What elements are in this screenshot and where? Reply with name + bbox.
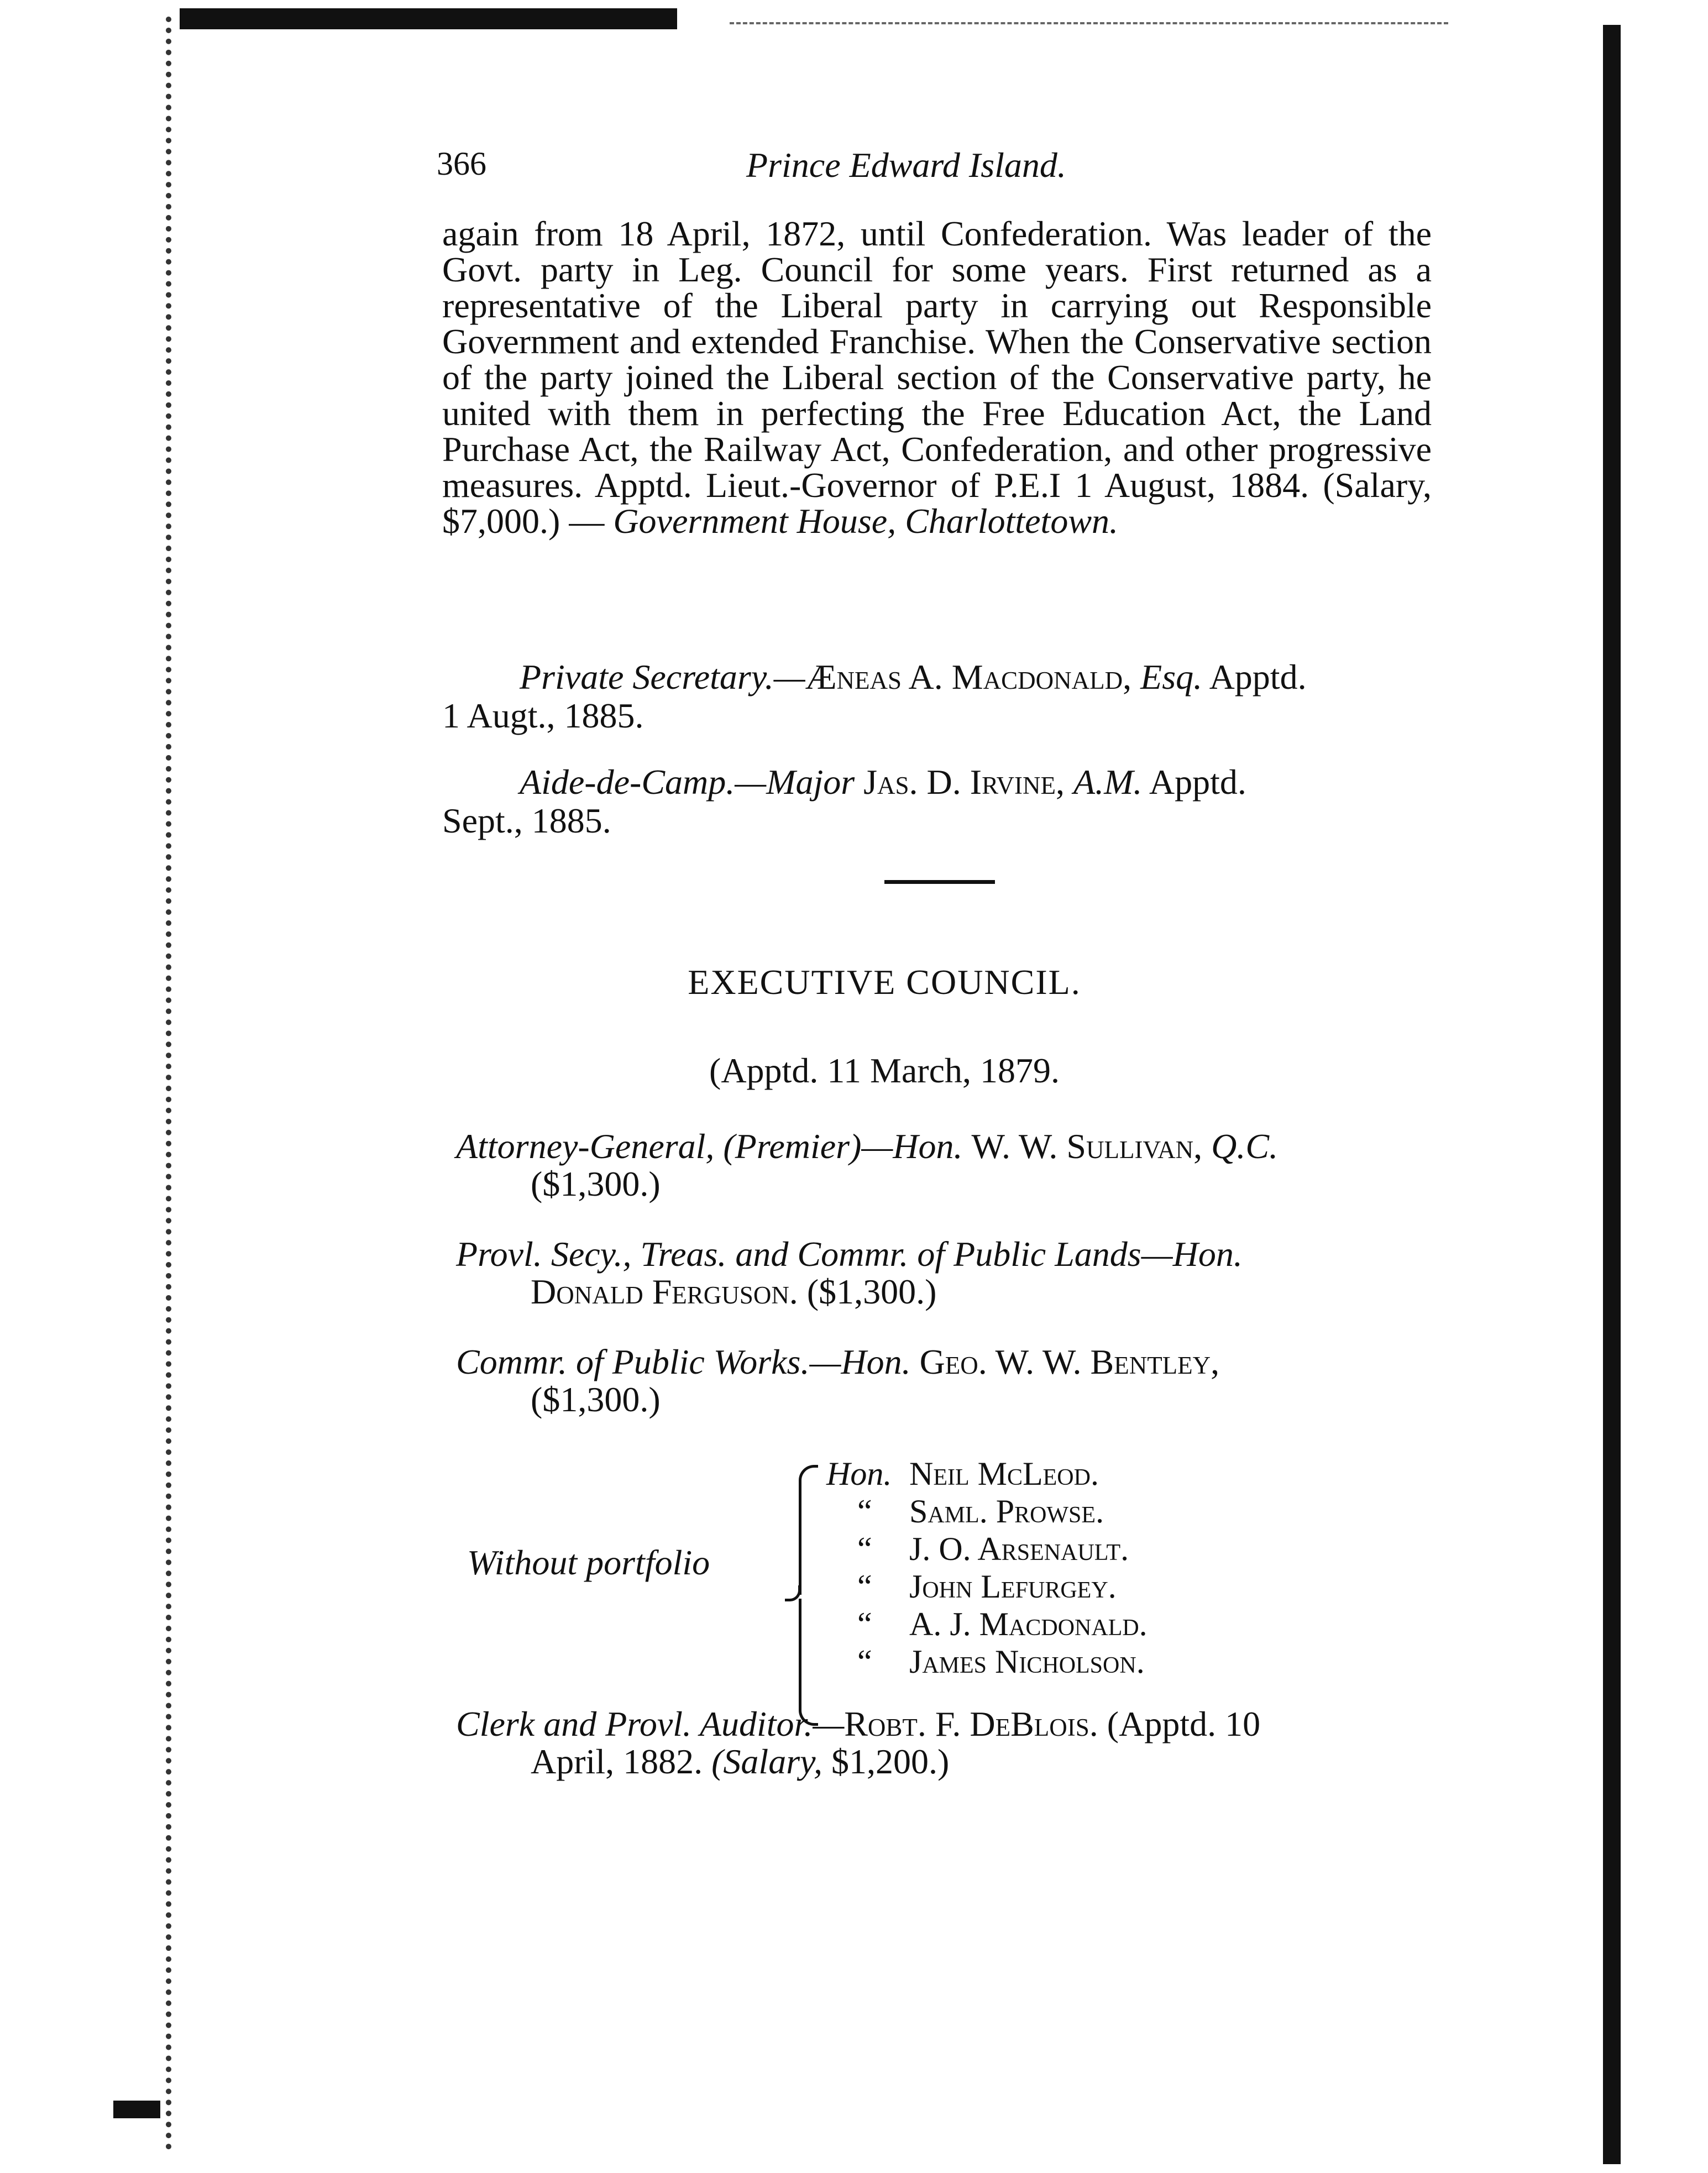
- office-salary: $1,200.): [831, 1742, 950, 1781]
- private-secretary-suffix: Esq.: [1140, 657, 1203, 697]
- office-holder-suffix: Q.C.: [1211, 1127, 1279, 1166]
- biography-text: again from 18 April, 1872, until Confederation. Was leader of the Govt. party in Leg. Council for some years. First returned as a representative of the Liberal party in carrying out Responsible Government and extended Franchise. When the Conservative section of the party joined the Liberal section of the Conservative party, he united with them in perfecting the Free Education Act, the Land Purchase Act, the Railway Act, Confederation, and other progressive measures. Apptd. Lieut.-Governor of P.E.I 1 August, 1884. (Salary, $7,000.) —: [442, 214, 1432, 541]
- aide-de-camp-role: Aide-de-Camp.—Major: [520, 762, 855, 802]
- aide-de-camp-name: Jas. D. Irvine,: [863, 762, 1065, 802]
- office-holder-name: W. W. Sullivan,: [971, 1127, 1203, 1166]
- biography-address: Government House, Charlottetown.: [613, 501, 1118, 541]
- office-holder-name: Geo. W. W. Bentley,: [919, 1342, 1220, 1381]
- without-portfolio-label: Without portfolio: [467, 1543, 710, 1582]
- list-item: [826, 1455, 1148, 1493]
- scan-artifact-top-dash: [730, 22, 1448, 24]
- ditto-mark: “: [857, 1606, 872, 1642]
- office-salary: ($1,300.): [531, 1380, 661, 1419]
- aide-de-camp-appt-prefix: Apptd.: [1149, 762, 1246, 802]
- office-role: Commr. of Public Works.—Hon.: [456, 1342, 911, 1381]
- office-holder-name: Robt. F. DeBlois.: [844, 1704, 1098, 1743]
- office-salary: ($1,300.): [806, 1272, 937, 1311]
- member-honorific: Hon.: [826, 1455, 892, 1492]
- list-item: [826, 1605, 1148, 1643]
- private-secretary-entry: [442, 658, 1432, 735]
- running-title: Prince Edward Island.: [746, 145, 1066, 185]
- list-item: [826, 1530, 1148, 1568]
- scan-artifact-left-edge: [166, 17, 188, 2150]
- list-item: [826, 1493, 1148, 1530]
- aide-de-camp-entry: [442, 763, 1432, 840]
- member-name: Saml. Prowse.: [909, 1493, 1104, 1530]
- ditto-mark: “: [857, 1493, 872, 1530]
- office-provincial-secretary: [456, 1235, 1451, 1311]
- ditto-mark: “: [857, 1531, 872, 1567]
- aide-de-camp-appt-date: Sept., 1885.: [442, 801, 611, 840]
- list-item: [826, 1568, 1148, 1605]
- office-salary: ($1,300.): [531, 1164, 661, 1203]
- section-divider: [884, 880, 995, 884]
- private-secretary-name: Æneas A. Macdonald,: [805, 657, 1132, 697]
- office-role: Provl. Secy., Treas. and Commr. of Public Lands—Hon.: [456, 1234, 1243, 1274]
- private-secretary-appt-date: 1 Augt., 1885.: [442, 696, 644, 735]
- office-salary-label: (Salary,: [711, 1742, 822, 1781]
- ditto-mark: “: [857, 1568, 872, 1605]
- office-appt-prefix: (Apptd. 10: [1107, 1704, 1261, 1743]
- office-public-works: [456, 1343, 1451, 1418]
- executive-council-date: (Apptd. 11 March, 1879.: [709, 1051, 1060, 1090]
- list-item: [826, 1643, 1148, 1680]
- member-name: Neil McLeod.: [909, 1455, 1099, 1492]
- page-header: [437, 145, 1155, 195]
- member-name: John Lefurgey.: [909, 1568, 1117, 1605]
- office-clerk: [456, 1705, 1451, 1781]
- office-holder-name: Donald Ferguson.: [531, 1272, 798, 1311]
- member-name: A. J. Macdonald.: [909, 1606, 1148, 1642]
- scan-artifact-bottom-bar: [113, 2101, 160, 2118]
- ditto-mark: “: [857, 1643, 872, 1680]
- without-portfolio-members: [826, 1455, 1148, 1680]
- scan-artifact-right-bar: [1603, 25, 1621, 2164]
- private-secretary-appt-prefix: Apptd.: [1209, 657, 1307, 697]
- curly-brace-icon: [799, 1465, 818, 1595]
- page-number: 366: [437, 145, 486, 182]
- member-name: James Nicholson.: [909, 1643, 1145, 1680]
- office-role: Clerk and Provl. Auditor.—: [456, 1704, 845, 1743]
- executive-council-title: EXECUTIVE COUNCIL.: [688, 962, 1081, 1002]
- private-secretary-role: Private Secretary.—: [520, 657, 805, 697]
- biography-paragraph: [442, 216, 1432, 539]
- aide-de-camp-suffix: A.M.: [1073, 762, 1143, 802]
- office-role: Attorney-General, (Premier)—Hon.: [456, 1127, 963, 1166]
- office-appt-date: April, 1882.: [531, 1742, 703, 1781]
- member-name: J. O. Arsenault.: [909, 1531, 1129, 1567]
- scan-artifact-top-bar: [180, 8, 677, 29]
- office-attorney-general: [456, 1128, 1451, 1203]
